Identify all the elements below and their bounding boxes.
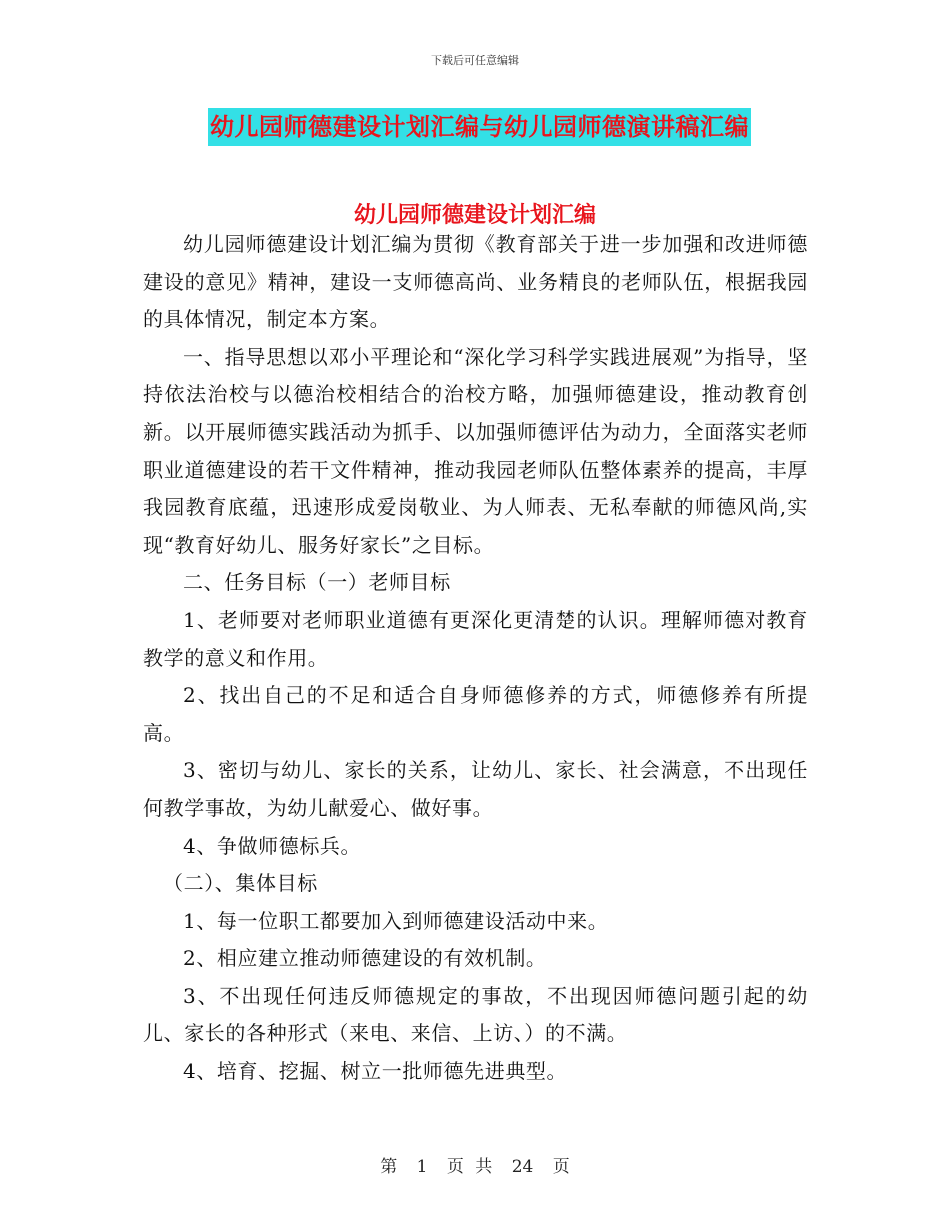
footer-page-number: 1 (416, 1157, 428, 1177)
paragraph-collective-goal-1: 1、每一位职工都要加入到师德建设活动中来。 (183, 908, 609, 933)
footer-middle: 页 共 (446, 1157, 493, 1177)
paragraph-collective-goal-2: 2、相应建立推动师德建设的有效机制。 (183, 946, 547, 971)
document-body (143, 226, 808, 1091)
footer-prefix: 第 (380, 1157, 398, 1177)
page-footer (0, 1152, 950, 1177)
paragraph-task-goals-heading: 二、任务目标（一）老师目标 (183, 570, 451, 595)
document-title: 幼儿园师德建设计划汇编与幼儿园师德演讲稿汇编 (208, 108, 751, 146)
paragraph-teacher-goal-1: 1、老师要对老师职业道德有更深化更清楚的认识。理解师德对教育教学的意义和作用。 (143, 607, 808, 670)
paragraph-teacher-goal-3: 3、密切与幼儿、家长的关系，让幼儿、家长、社会满意，不出现任何教学事故，为幼儿献爱心、做好事。 (143, 758, 808, 820)
footer-suffix: 页 (552, 1157, 570, 1177)
paragraph-collective-goal-4: 4、培育、挖掘、树立一批师德先进典型。 (183, 1059, 568, 1084)
footer-total-pages: 24 (511, 1157, 534, 1177)
paragraph-guiding-thought: 一、指导思想以邓小平理论和“深化学习科学实践进展观”为指导，坚持依法治校与以德治校相结合的治校方略，加强师德建设，推动教育创新。以开展师德实践活动为抓手、以加强师德评估为动力，全面落实老师职业道德建设的若干文件精神，推动我园老师队伍整体素养的提高，丰厚我园教育底蕴，迅速形成爱岗敬业、为人师表、无私奉献的师德风尚,实现“教育好幼儿、服务好家长”之目标。 (143, 344, 808, 557)
paragraph-intro: 幼儿园师德建设计划汇编为贯彻《教育部关于进一步加强和改进师德建设的意见》精神，建设一支师德高尚、业务精良的老师队伍，根据我园的具体情况，制定本方案。 (143, 232, 808, 332)
paragraph-teacher-goal-2: 2、找出自己的不足和适合自身师德修养的方式，师德修养有所提高。 (143, 683, 808, 745)
paragraph-collective-goals-heading: （二）、集体目标 (163, 871, 318, 896)
paragraph-teacher-goal-4: 4、争做师德标兵。 (183, 833, 362, 858)
paragraph-collective-goal-3: 3、不出现任何违反师德规定的事故，不出现因师德问题引起的幼儿、家长的各种形式（来电、来信、上访、）的不满。 (143, 983, 808, 1046)
section-title: 幼儿园师德建设计划汇编 (353, 203, 596, 228)
header-note: 下载后可任意编辑 (431, 54, 519, 67)
